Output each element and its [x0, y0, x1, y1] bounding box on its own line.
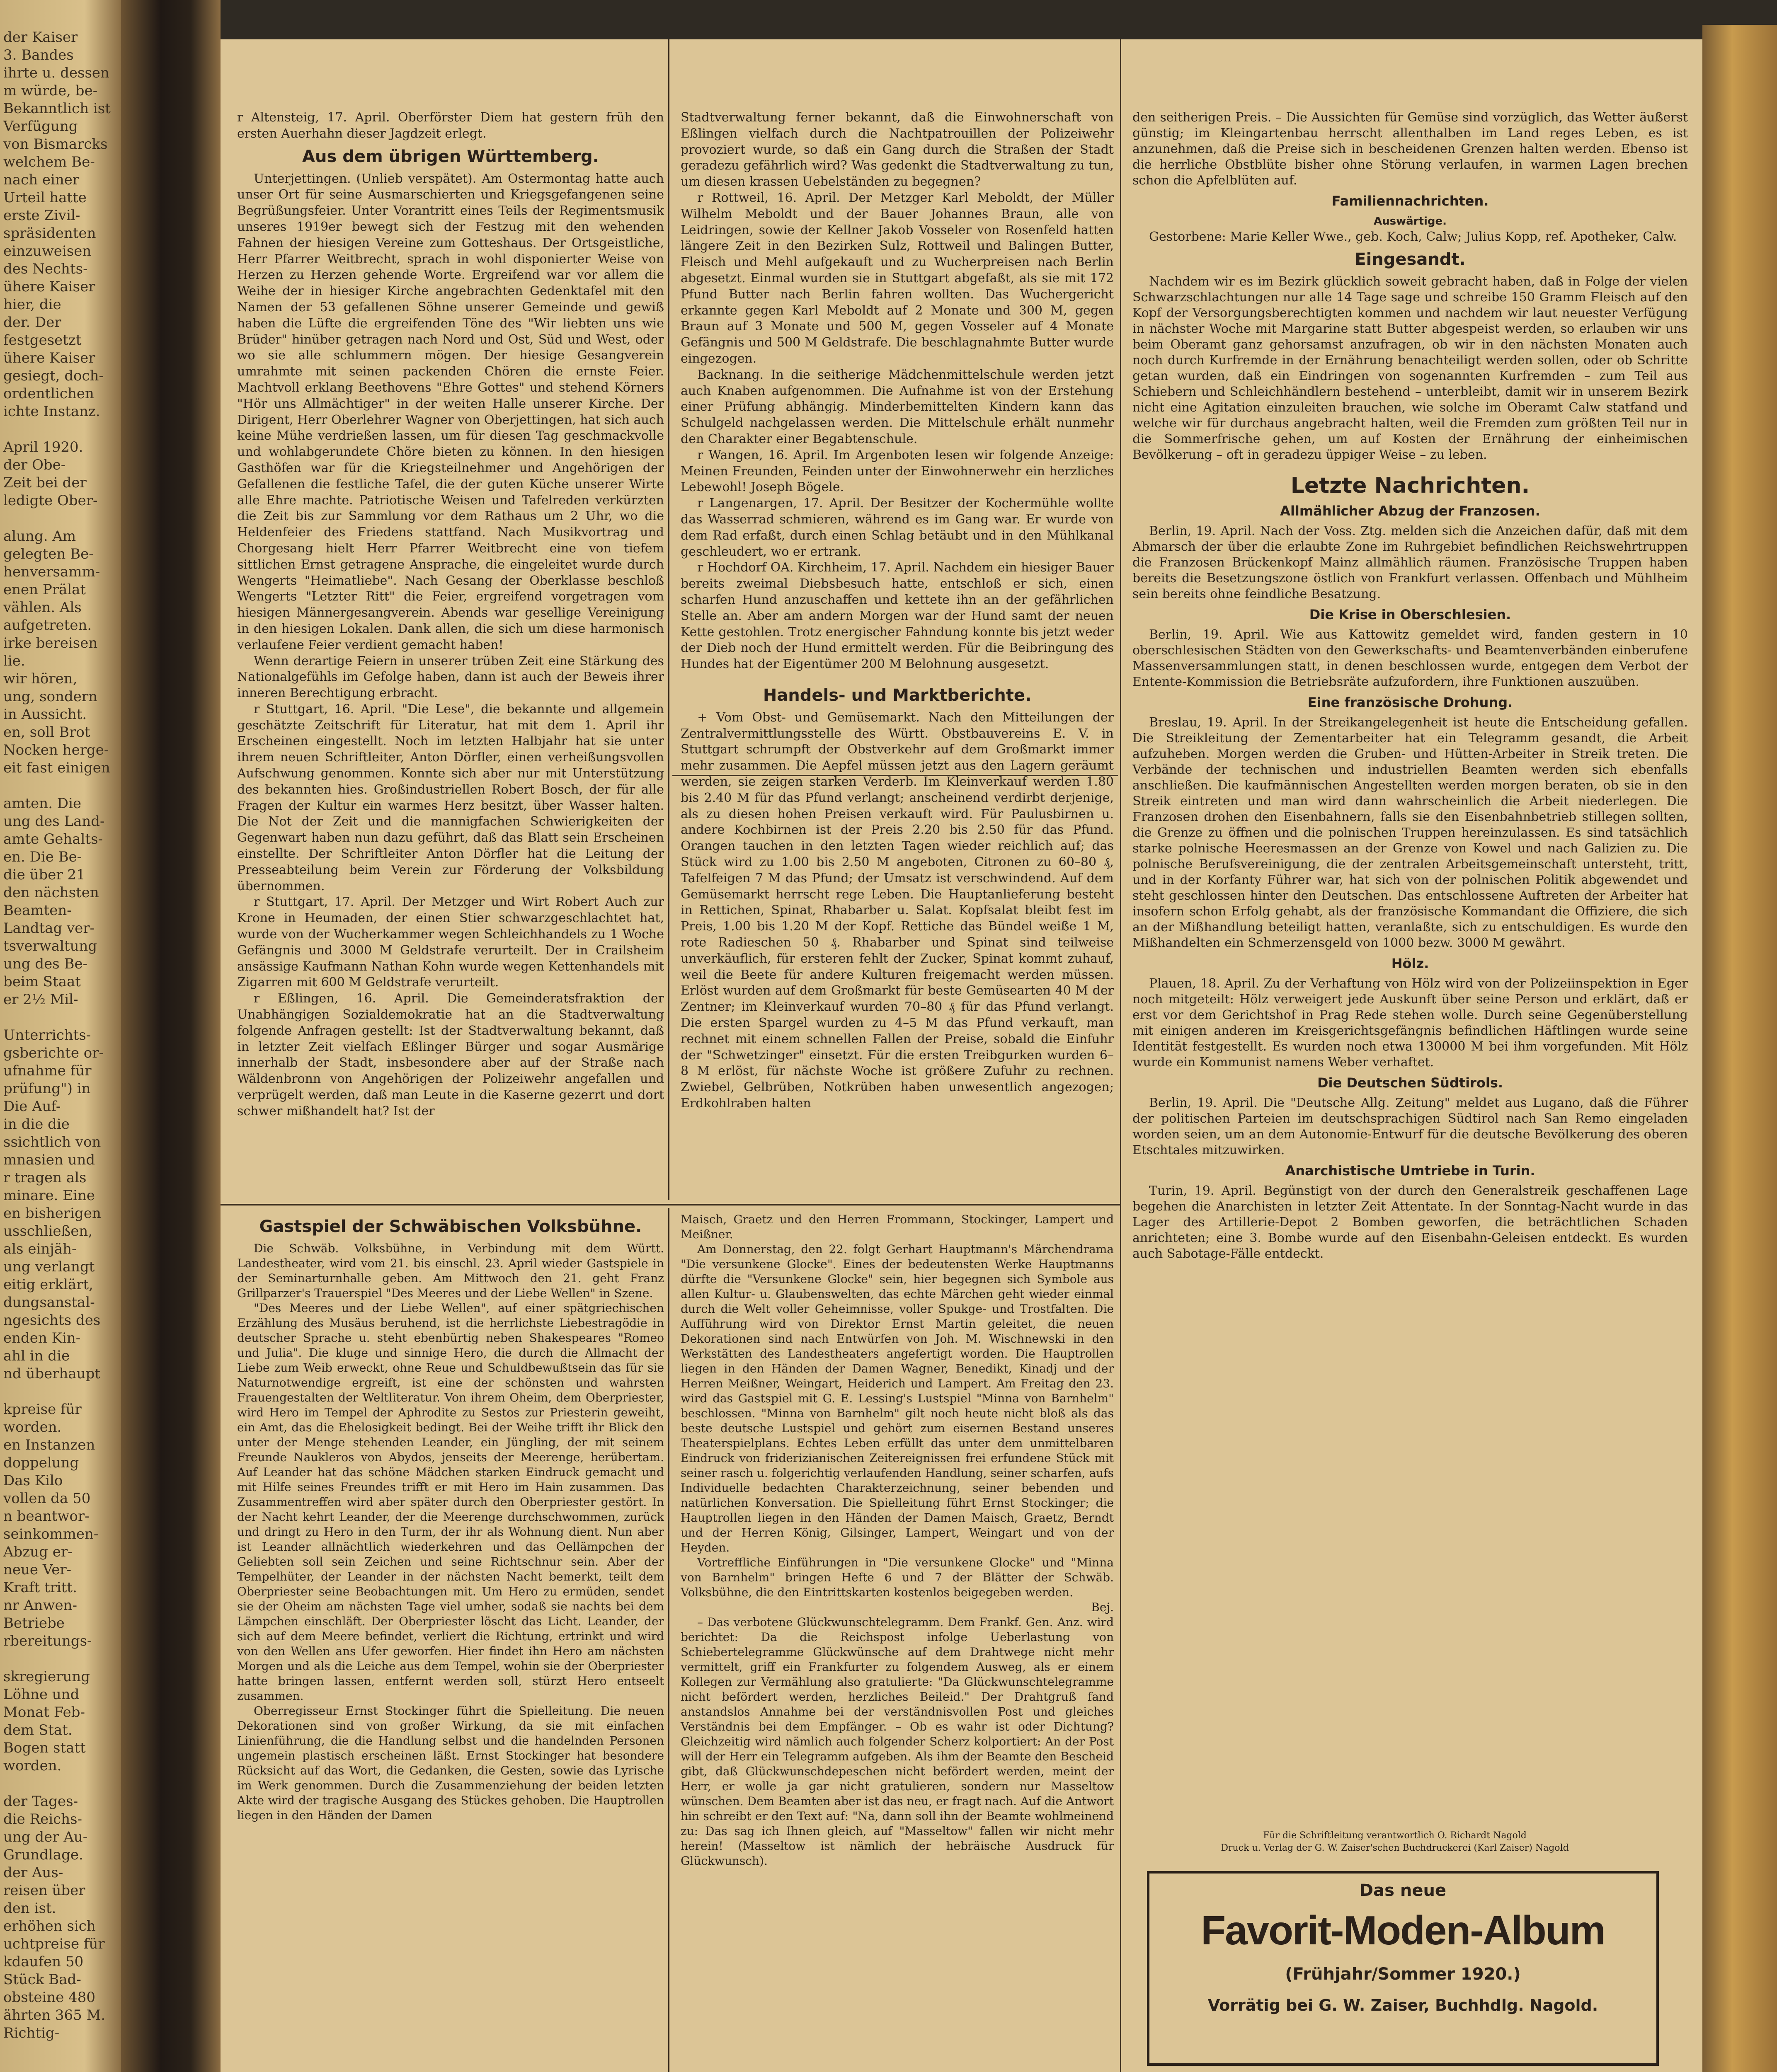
left-page-text-fragment: welchem Be- — [3, 154, 95, 170]
feuilleton-paragraph: Maisch, Graetz und den Herren Frommann, Stockinger, Lampert und Meißner. — [681, 1213, 1114, 1241]
article-altensteig: r Altensteig, 17. April. Oberförster Diem hat gestern früh den ersten Auerhahn dieser Jagdzeit erlegt. — [237, 110, 664, 141]
article-paragraph: r Wangen, 16. April. Im Argenboten lesen wir folgende Anzeige: Meinen Freunden, Feinden unter der Einwohnerwehr ein herzliches Lebewohl! Joseph Bögele. — [681, 448, 1114, 495]
feuilleton-paragraph: – Das verbotene Glückwunschtelegramm. Dem Frankf. Gen. Anz. wird berichtet: Da die Reichspost infolge Ueberlastung von Schiebertelegramme Glückwünsche auf dem Drahtwege nicht mehr vermittelt, griff ein Frankfurter zu folgendem Ausweg, als er einem Kollegen zur Vermählung also gratulierte: "Da Glückwunschtelegramme nicht befördert werden, herzliches Beileid." Der Drahtgruß fand anstandslos Annahme bei der verständnisvollen Post und gleiches Verständnis bei dem Empfänger. – Ob es wahr ist oder Dichtung? Gleichzeitig wird nämlich auch folgender Scherz kolportiert: An der Post will der Herr ein Telegramm aufgeben. Als ihm der Beamte den Bescheid gibt, daß Glückwunschdepeschen nicht befördert werden, meint der Herr, er wolle ja gar nicht gratulieren, sondern nur Masseltow wünschen. Dem Beamten aber ist das neu, er fragt nach. Auf die Antwort hin schreibt er den Text auf: "Na, dann soll ihn der Beamte wohlmeinend zu: Das sag ich Ihnen gleich, auf "Masseltow" fallen wir nicht mehr herein! (Masseltow ist nämlich der hebräische Ausdruck für Glückwunsch). — [681, 1615, 1114, 1868]
column-rule — [668, 1208, 669, 2072]
left-page-text-fragment: en Instanzen — [3, 1437, 95, 1453]
left-page-text-fragment: n beantwor- — [3, 1508, 90, 1525]
feuilleton-left — [237, 1212, 664, 1823]
left-page-text-fragment: ichte Instanz. — [3, 403, 100, 420]
left-page-text-fragment: Bogen statt — [3, 1740, 86, 1756]
left-page-text-fragment: Das Kilo — [3, 1472, 63, 1489]
column-1 — [237, 110, 664, 1120]
article-paragraph: Unterjettingen. (Unlieb verspätet). Am Ostermontag hatte auch unser Ort für seine Ausmarschierten und Kriegsgefangenen seine Begrüßungsfeier. Unter Vorantritt eines Teils der Regimentsmusik unseres 1919er bewegt sich der Festzug mit den wehenden Fahnen der hiesigen Vereine zum Gotteshaus. Der Ortsgeistliche, Herr Pfarrer Weitbrecht, sprach in wohl disponierter Weise von Herzen zu Herzen gehende Worte. Ergreifend war vor allem die Weihe der in hiesiger Kirche angebrachten Gedenktafel mit den Namen der 53 gefallenen Söhne unserer Gemeinde und gewiß haben die Lüfte die ergreifenden Töne des "Wir liebten uns wie Brüder" hinüber getragen nach Nord und Ost, Süd und West, oder wo sie alle schlummern mögen. Der hiesige Gesangverein umrahmte mit seinen packenden Chören die ernste Feier. Machtvoll erklang Beethovens "Ehre Gottes" und stehend Körners "Hör uns Allmächtiger" in der weiten Halle unserer Kirche. Der Dirigent, Herr Oberlehrer Wagner von Oberjettingen, hat sich auch keine Mühe verdrießen lassen, um für diesen Tag geschmackvolle und wohlabgerundete Chöre bieten zu können. In den hiesigen Gasthöfen war für die Kriegsteilnehmer und Angehörigen der Gefallenen die festliche Tafel, die der guten Küche unserer Wirte alle Ehre machte. Patriotische Weisen und Tafelreden verkürzten die Zeit bis zur Sammlung vor dem Rathaus um 2 Uhr, wo die Heldenfeier des Friedens stattfand. Nach Musikvortrag und Chorgesang hielt Herr Pfarrer Weitbrecht eine von tiefem sittlichen Ernst getragene Ansprache, die eingeleitet wurde durch Wengerts "Heimatliebe". Nach Gesang der Oberklasse beschloß Wengerts "Letzter Ritt" die Feier, ergreifend vorgetragen vom hiesigen Männergesangverein. Abends war gesellige Vereinigung in den hiesigen Lokalen. Dank allen, die sich um diese harmonisch verlaufene Feier verdient gemacht haben! — [237, 171, 664, 652]
left-page-text-fragment: worden. — [3, 1757, 62, 1774]
left-page-text-fragment: Nocken herge- — [3, 742, 109, 758]
news-paragraph: Berlin, 19. April. Nach der Voss. Ztg. melden sich die Anzeichen dafür, daß mit dem Abmarsch der über die erlaubte Zone im Ruhrgebiet befindlichen Reichswehrtruppen die Franzosen Brückenkopf Mainz allmählich räumen. Französische Truppen haben bereits die Besetzungszone östlich von Frankfurt verlassen. Offenbach und Mühlheim sein bereits ohne feindliche Besatzung. — [1132, 524, 1688, 601]
news-paragraph: Berlin, 19. April. Wie aus Kattowitz gemeldet wird, fanden gestern in 10 oberschlesischen Städten von den Gewerkschafts- und Beamtenverbänden einberufene Massenversammlungen statt, in denen beschlossen wurde, entgegen dem Verbot der Entente-Kommission die Betriebsräte aufzufordern, ihre Funktionen auszuüben. — [1132, 627, 1688, 689]
article-paragraph: r Hochdorf OA. Kirchheim, 17. April. Nachdem ein hiesiger Bauer bereits zweimal Diebsbesuch hatte, entschloß er sich, einen scharfen Hund anzuschaffen und kettete ihn an der gefährlichen Stelle an. Aber am andern Morgen war der Hund samt der neuen Kette gestohlen. Trotz energischer Fahndung konnte bis jetzt weder der Dieb noch der Hund ermittelt werden. Für die Beibringung des Hundes hat der Eigentümer 200 M Belohnung ausgesetzt. — [681, 560, 1114, 672]
left-page-text-fragment: in Aussicht. — [3, 706, 87, 723]
left-page-text-fragment: vählen. Als — [3, 599, 82, 616]
left-page-text-fragment: ährten 365 M. — [3, 2007, 106, 2024]
news-paragraph: Turin, 19. April. Begünstigt von der durch den Generalstreik geschaffenen Lage begehen die Anarchisten in letzter Zeit Attentate. In der Sonntag-Nacht wurde in das Lager des Artillerie-Depot 2 Bomben geworfen, die beträchtlichen Schaden anrichteten; eine 3. Bombe wurde auf den Eisenbahn-Geleisen entdeckt. Es wurden auch Sabotage-Fälle entdeckt. — [1132, 1184, 1688, 1261]
eingesandt-text: Nachdem wir es im Bezirk glücklich soweit gebracht haben, daß in Folge der vielen Schwarzschlachtungen nur alle 14 Tage sage und schreibe 150 Gramm Fleisch auf den Kopf der Versorgungsberechtigten kommen und nachdem wir laut neuester Verfügung in nächster Woche mit Margarine statt Butter abgespeist werden, so erlauben wir uns beim Oberamt ganz gehorsamst anzufragen, ob wir in den nächsten Monaten auch noch durch Kurfremde in der Ernährung benachteiligt werden sollen, oder ob Schritte getan wurden, daß ein Eindringen von sogenannten Kurfremden – zum Teil aus Schiebern und Schleichhändlern bestehend – unterbleibt, damit wir in unserem Bezirk nicht eine Agitation einzuleiten brauchen, wie solche im Oberamt Calw statfand und welche wir für durchaus angebracht halten, weil die Fremden zum größten Teil nur in die Sommerfrische gehen, um auf Kosten der Ernährung der einheimischen Bevölkerung – oft in geradezu üppiger Weise – zu leben. — [1132, 274, 1688, 462]
left-page-text-fragment: ledigte Ober- — [3, 492, 98, 509]
left-page-text-fragment: gsberichte or- — [3, 1045, 104, 1061]
left-page-text-fragment: amten. Die — [3, 795, 82, 812]
left-page-text-fragment: Stück Bad- — [3, 1971, 81, 1988]
left-page-text-fragment: obsteine 480 — [3, 1989, 96, 2006]
left-page-text-fragment: nach einer — [3, 172, 80, 188]
news-subheading: Eine französische Drohung. — [1307, 695, 1513, 710]
column-3 — [1132, 110, 1688, 1262]
left-page-text-fragment: Landtag ver- — [3, 920, 95, 937]
news-subheading: Die Krise in Oberschlesien. — [1309, 607, 1511, 622]
article-paragraph: r Stuttgart, 16. April. "Die Lese", die bekannte und allgemein geschätzte Zeitschrift für Literatur, hat mit dem 1. April ihr Erscheinen eingestellt. Noch im letzten Halbjahr hat sie unter ihrem neuen Schriftleiter, Anton Dörfler, einen verheißungsvollen Aufschwung genommen. Konnte sich aber nur mit Unterstützung des bekannten hies. Großindustriellen Robert Bosch, der für alle Fragen der Kultur ein warmes Herz besitzt, über Wasser halten. Die Not der Zeit und die mannigfachen Schwierigkeiten der Gegenwart haben nun dazu geführt, daß das Blatt sein Erscheinen einstellte. Der Schriftleiter Anton Dörfler hat die Leitung der Presseabteilung beim Verein zur Förderung der Volksbildung übernommen. — [237, 702, 664, 893]
left-page-text-fragment: eitig erklärt, — [3, 1276, 93, 1293]
left-page-text-fragment: erhöhen sich — [3, 1918, 96, 1934]
left-page-text-fragment: Unterrichts- — [3, 1027, 91, 1043]
left-page-text-fragment: ung des Land- — [3, 813, 105, 830]
left-page-text-fragment: des Nechts- — [3, 261, 88, 277]
newspaper-page — [221, 39, 1702, 2072]
section-heading-markt: Handels- und Marktberichte. — [763, 685, 1032, 705]
article-paragraph: Stadtverwaltung ferner bekannt, daß die Einwohnerschaft von Eßlingen vielfach durch die Nachtpatrouillen der Polizeiwehr provoziert wurde, so daß ein Gang durch die Straßen der Stadt geradezu gefährlich wird? Was gedenkt die Stadtverwaltung zu tun, um diesen krassen Uebelständen zu begegnen? — [681, 110, 1114, 189]
left-page-text-fragment: einzuweisen — [3, 243, 92, 259]
ad-line: Vorrätig bei G. W. Zaiser, Buchhdlg. Nagold. — [1207, 1996, 1598, 2014]
imprint-line: Druck u. Verlag der G. W. Zaiser'schen Buchdruckerei (Karl Zaiser) Nagold — [1221, 1843, 1569, 1853]
left-page-text-fragment: Bekanntlich ist — [3, 100, 111, 117]
left-page-text-fragment: uchtpreise für — [3, 1936, 105, 1952]
left-page-text-fragment: Löhne und — [3, 1686, 80, 1703]
article-paragraph: r Rottweil, 16. April. Der Metzger Karl Meboldt, der Müller Wilhelm Meboldt und der Bauer Johannes Braun, alle von Leidringen, sowie der Kellner Jakob Vosseler von Rosenfeld hatten längere Zeit in den Bezirken Sulz, Rottweil und Balingen Butter, Fleisch und Mehl aufgekauft und zu Wucherpreisen nach Berlin abgesetzt. Einmal wurden sie in Stuttgart abgefaßt, als sie mit 172 Pfund Butter nach Berlin fahren wollten. Das Wuchergericht erkannte gegen Karl Meboldt auf 2 Monate und 300 M, gegen Braun auf 3 Monate und 500 M, gegen Vosseler auf 4 Monate Gefängnis und 500 M Geldstrafe. Die beschlagnahmte Butter wurde eingezogen. — [681, 190, 1114, 366]
family-heading: Familiennachrichten. — [1331, 193, 1489, 209]
feuilleton-right — [681, 1212, 1114, 1869]
left-page-text-fragment: ufnahme für — [3, 1063, 92, 1079]
left-page-text-fragment: eit fast einigen — [3, 760, 110, 776]
left-page-text-fragment: m würde, be- — [3, 82, 98, 99]
left-page-text-fragment: spräsidenten — [3, 225, 96, 242]
left-page-text-fragment: Betriebe — [3, 1615, 65, 1631]
book-binding-edge — [1702, 25, 1777, 2072]
news-paragraph: Plauen, 18. April. Zu der Verhaftung von Hölz wird von der Polizeiinspektion in Eger noch mitgeteilt: Hölz verweigert jede Auskunft über seine Person und erklärt, daß er erst vor dem Gerichtshof in Prag Rede stehen wolle. Durch seine Gegenüberstellung mit einigen anderen im Kreisgerichtsgefängnis befindlichen Häftlingen wurde seine Identität festgestellt. Es wurden noch etwa 130000 M bei ihm vorgefunden. Mit Hölz wurde ein Kommunist namens Weber verhaftet. — [1132, 976, 1688, 1070]
left-page-text-fragment: Abzug er- — [3, 1544, 73, 1560]
left-page-text-fragment: henversamm- — [3, 564, 100, 580]
left-page-text-fragment: irke bereisen — [3, 635, 98, 651]
article-paragraph: Wenn derartige Feiern in unserer trüben Zeit eine Stärkung des Nationalgefühls im Gefolge haben, dann ist auch der Beweis ihrer inneren Berechtigung erbracht. — [237, 654, 664, 701]
left-page-text-fragment: tsverwaltung — [3, 938, 97, 954]
ad-line: Das neue — [1359, 1881, 1447, 1900]
left-page-text-fragment: skregierung — [3, 1668, 90, 1685]
left-page-text-fragment: ung, sondern — [3, 688, 98, 705]
left-page-text-fragment: Die Auf- — [3, 1098, 61, 1115]
left-page-text-fragment: den nächsten — [3, 884, 99, 901]
left-page-text-fragment: ung der Au- — [3, 1829, 88, 1845]
left-page-text-fragment: alung. Am — [3, 528, 76, 545]
left-page-text-fragment: r tragen als — [3, 1169, 87, 1186]
left-page-text-fragment: hier, die — [3, 296, 61, 313]
column-2 — [681, 110, 1114, 1112]
news-subheading: Anarchistische Umtriebe in Turin. — [1285, 1163, 1535, 1179]
left-page-text-fragment: nr Anwen- — [3, 1597, 78, 1614]
left-page-text-fragment: die über 21 — [3, 867, 85, 883]
column-rule — [1120, 39, 1121, 2072]
feuilleton-paragraph: Vortreffliche Einführungen in "Die versunkene Glocke" und "Minna von Barnhelm" bringen Hefte 6 und 7 der Blätter der Schwäb. Volksbühne, die den Eintrittskarten kostenlos beigegeben werden. — [681, 1556, 1114, 1599]
left-page-text-fragment: ihrte u. dessen — [3, 65, 109, 81]
article-paragraph: r Langenargen, 17. April. Der Besitzer der Kochermühle wollte das Wasserrad schmieren, während es im Gang war. Er wurde von dem Rad erfaßt, durch einen Schlag betäubt und in den Mühlkanal geschleudert, wo er ertrank. — [681, 496, 1114, 559]
left-page-text-fragment: minare. Eine — [3, 1187, 95, 1204]
left-page-text-fragment: Urteil hatte — [3, 189, 87, 206]
article-paragraph: Backnang. In die seitherige Mädchenmittelschule werden jetzt auch Knaben aufgenommen. Die Aufnahme ist von der Erstehung einer Prüfung abhängig. Minderbemittelten Kindern kann das Schulgeld nachgelassen werden. Die Mittelschule erhält nunmehr den Charakter einer Begabtenschule. — [681, 367, 1114, 446]
left-page-text-fragment: in die die — [3, 1116, 70, 1133]
left-page-text-fragment: ühere Kaiser — [3, 278, 95, 295]
left-page-text-fragment: reisen über — [3, 1882, 85, 1899]
left-page-text-fragment: den ist. — [3, 1900, 56, 1917]
left-page-text-fragment: vollen da 50 — [3, 1490, 91, 1507]
left-page-text-fragment: er 2½ Mil- — [3, 991, 78, 1008]
latest-news-heading: Letzte Nachrichten. — [1290, 473, 1530, 498]
family-subheading: Auswärtige. — [1374, 215, 1447, 228]
left-page-text-fragment: ahl in die — [3, 1348, 70, 1364]
left-page-text-fragment: Beamten- — [3, 902, 72, 919]
left-page-text-fragment: neue Ver- — [3, 1561, 72, 1578]
left-page-text-fragment: kpreise für — [3, 1401, 82, 1418]
feuilleton-signature: Bej. — [1091, 1600, 1114, 1614]
news-paragraph: Berlin, 19. April. Die "Deutsche Allg. Zeitung" meldet aus Lugano, daß die Führer der politischen Parteien im deutschsprachigen Südtirol nach San Remo eingeladen worden seien, um an dem Autonomie-Entwurf für die deutsche Bevölkerung des oberen Etschtales mitzuwirken. — [1132, 1096, 1688, 1157]
left-page-text-fragment: gesiegt, doch- — [3, 368, 104, 384]
left-page-text-fragment: dem Stat. — [3, 1722, 73, 1738]
left-page-text-fragment: usschließen, — [3, 1223, 93, 1239]
article-paragraph: den seitherigen Preis. – Die Aussichten für Gemüse sind vorzüglich, das Wetter äußerst günstig; im Kleingartenbau herrscht allenthalben im Land reges Leben, es ist anzunehmen, daß die Preise sich in bescheidenen Grenzen halten werden. Ebenso ist die herrliche Obstblüte bisher ohne Störung verlaufen, in warmen Lagen brechen schon die Apfelblüten auf. — [1132, 110, 1688, 188]
eingesandt-heading: Eingesandt. — [1355, 250, 1466, 269]
left-page-text-fragment: prüfung") in — [3, 1080, 91, 1097]
left-page-text-fragment: enden Kin- — [3, 1330, 81, 1346]
left-page-text-fragment: gelegten Be- — [3, 546, 94, 562]
left-page-text-fragment: der Obe- — [3, 457, 66, 473]
feuilleton-paragraph: "Des Meeres und der Liebe Wellen", auf einer spätgriechischen Erzählung des Musäus beruhend, ist die herrlichste Liebestragödie in deutscher Sprache u. steht ebenbürtig neben Shakespeares "Romeo und Julia". Die kluge und sinnige Hero, die durch die Allmacht der Liebe zum Weib erweckt, ohne Reue und Schuldbewußtsein das für sie Naturnotwendige ergreift, ist eine der schönsten und wahrsten Frauengestalten der Weltliteratur. Von ihrem Oheim, dem Oberpriester, wird Hero im Tempel der Aphrodite zu Sestos zur Priesterin geweiht, ein Amt, das die Ehelosigkeit bedingt. Bei der Weihe trifft ihr Blick den unter der Menge stehenden Leander, ein Jüngling, der mit seinem Freunde Naukleros von Abydos, jenseits der Meerenge, herübertam. Auf Leander hat das schöne Mädchen starken Eindruck gemacht und mit Hilfe seines Freundes trifft er mit Hero im Hain zusammen. Das Zusammentreffen wird aber später durch den Oberpriester gestört. In der Nacht kehrt Leander, der die Meerenge durchschwommen, zurück und dringt zu Hero in den Turm, der ihr als Wohnung dient. Nun aber ist Leander allnächtlich wiederkehren und das Oellämpchen der Geliebten soll sein Zeichen und seine Richtschnur sein. Aber der Tempelhüter, der Leander in der nächsten Nacht bemerkt, teilt dem Oberpriester seine Beobachtungen mit. Um Hero zu ermüden, sendet sie der Oheim am nächsten Tage viel umher, sodaß sie nachts bei dem Lämpchen einschläft. Der Oberpriester löscht das Licht. Leander, der sich auf dem Meere befindet, verliert die Richtung, ertrinkt und wird von den Wellen ans Ufer geworfen. Hier findet ihn Hero am nächsten Morgen und als die Leiche aus dem Tempel, wohin sie der Oberpriester hatte bringen lassen, entfernt werden soll, stürzt Hero entseelt zusammen. — [237, 1301, 664, 1703]
left-page-text-fragment: ühere Kaiser — [3, 350, 95, 366]
left-page-text-fragment: ordentlichen — [3, 385, 94, 402]
left-page-text-fragment: en bisherigen — [3, 1205, 101, 1222]
news-subheading: Allmählicher Abzug der Franzosen. — [1280, 503, 1540, 519]
left-page-text-fragment: Monat Feb- — [3, 1704, 85, 1721]
left-page-text-fragment: die Reichs- — [3, 1811, 82, 1828]
binding-top — [124, 0, 1777, 39]
left-page-text-fragment: ung verlangt — [3, 1259, 95, 1275]
left-page-text-fragment: als einjäh- — [3, 1241, 77, 1257]
left-page-text-fragment: wir hören, — [3, 670, 78, 687]
article-market: + Vom Obst- und Gemüsemarkt. Nach den Mitteilungen der Zentralvermittlungsstelle des Württ. Obstbauvereins E. V. in Stuttgart schrumpft der Obstverkehr auf dem Großmarkt immer mehr zusammen. Die Aepfel müssen jetzt aus den Lagern geräumt werden, sie zeigen starken Verderb. Im Kleinverkauf werden 1.80 bis 2.40 M für das Pfund verlangt; anscheinend verdirbt derjenige, als zu diesen hohen Preisen verkauft wird. Für Paulusbirnen u. andere Kochbirnen ist der Preis 2.20 bis 2.50 für das Pfund. Orangen tauchen in den letzten Tagen wieder reichlich auf; das Stück wird zu 1.00 bis 2.50 M angeboten, Citronen zu 60–80 ₰, Tafelfeigen 7 M das Pfund; der Umsatz ist verschwindend. Auf dem Gemüsemarkt herrscht rege Leben. Die Hauptanlieferung besteht in Rettichen, Spinat, Rhabarber u. Salat. Kopfsalat bleibt fest im Preis, 1.00 bis 1.20 M der Kopf. Rettiche das Bündel weiße 1 M, rote Radieschen 50 ₰. Rhabarber und Spinat sind teilweise unverkäuflich, für ersteren fehlt der Zucker, Spinat kommt zuhauf, weil die Beete für andere Kulturen freigemacht werden müssen. Erlöst wurden auf dem Großmarkt für beste Gemüsearten 40 M der Zentner; im Kleinverkauf wurden 70–80 ₰ für das Pfund verlangt. Die ersten Spargel wurden zu 4–5 M das Pfund verkauft, man rechnet mit einem schnellen Fallen der Preise, sobald die Einfuhr der "Schwetzinger" einsetzt. Für die ersten Treibgurken wurden 6–8 M erlöst, für nächste Woche ist größere Zufuhr zu rechnen. Zwiebel, Gelbrüben, Notkrüben haben unwesentlich angezogen; Erdkohlraben halten — [681, 710, 1114, 1111]
left-page-text-fragment: enen Prälat — [3, 581, 86, 598]
feuilleton-paragraph: Oberregisseur Ernst Stockinger führt die Spielleitung. Die neuen Dekorationen sind von großer Wirkung, da sie mit einfachen Linienführung, die die Handlung selbst und die handelnden Personen ungemein plastisch erscheinen läßt. Ernst Stockinger hat besondere Rücksicht auf das Wort, die Gedanken, die Gesten, sowie das Lyrische im Werk genommen. Durch die Zusammenziehung der beiden letzten Akte wird der tragische Ausgang des Stückes gehoben. Die Hauptrollen liegen in den Händen der Damen — [237, 1704, 664, 1822]
column-rule — [668, 39, 669, 1200]
left-page-text-fragment: amte Gehalts- — [3, 831, 103, 847]
ad-title: Favorit-Moden-Album — [1201, 1907, 1605, 1953]
imprint — [1119, 1830, 1670, 1854]
left-page-text-fragment: ung des Be- — [3, 956, 88, 972]
left-page-text-fragment: erste Zivil- — [3, 207, 80, 224]
left-page-text-fragment: der Aus- — [3, 1864, 63, 1881]
left-page-text-fragment: en. Die Be- — [3, 849, 82, 865]
left-page-text-fragment: aufgetreten. — [3, 617, 92, 634]
left-page-text-fragment: der Tages- — [3, 1793, 78, 1810]
left-page-text-fragment: von Bismarcks — [3, 136, 108, 152]
left-page-text-fragment: mnasien und — [3, 1152, 95, 1168]
article-paragraph: r Eßlingen, 16. April. Die Gemeinderatsfraktion der Unabhängigen Sozialdemokratie hat an die Stadtverwaltung folgende Anfragen gestellt: Ist der Stadtverwaltung bekannt, daß in letzter Zeit vielfach Eßlinger Bürger und sogar Ausmärige innerhalb der Stadt, insbesondere aber auf der Straße nach Wäldenbronn von Angehörigen der Polizeiwehr angefallen und verprügelt werden, daß man Leute in die Kaserne gezerrt und dort schwer mißhandelt hat? Ist der — [237, 991, 664, 1118]
left-page-text-fragment: seinkommen- — [3, 1526, 99, 1542]
feuilleton-heading: Gastspiel der Schwäbischen Volksbühne. — [259, 1217, 642, 1236]
left-page-text-fragment: nd überhaupt — [3, 1365, 100, 1382]
news-subheading: Die Deutschen Südtirols. — [1317, 1075, 1503, 1091]
left-page-text-fragment: ngesichts des — [3, 1312, 101, 1329]
ad-line: (Frühjahr/Sommer 1920.) — [1285, 1965, 1521, 1984]
feuilleton-paragraph: Die Schwäb. Volksbühne, in Verbindung mit dem Württ. Landestheater, wird vom 21. bis einschl. 23. April wieder Gastspiele in der Seminarturnhalle geben. Am Mittwoch den 21. geht Franz Grillparzer's Trauerspiel "Des Meeres und der Liebe Wellen" in Szene. — [237, 1242, 664, 1300]
left-page-text-fragment: 3. Bandes — [3, 47, 74, 63]
left-page-text-fragment: Zeit bei der — [3, 474, 87, 491]
advertisement-box — [1147, 1871, 1659, 2066]
left-page-text-fragment: doppelung — [3, 1455, 79, 1471]
left-page-text-fragment: festgesetzt — [3, 332, 82, 349]
left-page-text-fragment: April 1920. — [3, 439, 83, 455]
left-page-text-fragment: der Kaiser — [3, 29, 78, 46]
left-page-text-fragment: kdaufen 50 — [3, 1953, 84, 1970]
left-page-text-fragment: rbereitungs- — [3, 1633, 92, 1649]
book-gutter — [121, 0, 221, 2072]
left-page-text-fragment: worden. — [3, 1419, 62, 1435]
left-page-text-fragment: der. Der — [3, 314, 61, 331]
imprint-line: Für die Schriftleitung verantwortlich O. Richardt Nagold — [1263, 1830, 1527, 1841]
left-page-text-fragment: Kraft tritt. — [3, 1579, 77, 1596]
section-heading-wuerttemberg: Aus dem übrigen Württemberg. — [302, 147, 599, 166]
left-page-text-fragment: dungsanstal- — [3, 1294, 95, 1311]
feuilleton-paragraph: Am Donnerstag, den 22. folgt Gerhart Hauptmann's Märchendrama "Die versunkene Glocke". Eines der bedeutensten Werke Hauptmanns dürfte die "Versunkene Glocke" sein, hier begegnen sich Symbole aus allen Kultur- u. Glaubenswelten, das echte Märchen geht wieder einmal durch die Welt voller Geheimnisse, voller Spukge- und Trostfalten. Die Aufführung wird von Direktor Ernst Martin geleitet, die neuen Dekorationen sind nach Entwürfen von Joh. M. Wischnewski in den Werkstätten des Landestheaters angefertigt worden. Die Hauptrollen liegen in den Händen der Damen Wagner, Benedikt, Kinadj und der Herren Meißner, Weingart, Heiderich und Lampert. Am Freitag den 23. wird das Gastspiel mit G. E. Lessing's Lustspiel "Minna von Barnhelm" beschlossen. "Minna von Barnhelm" gilt noch heute nicht bloß als das beste deutsche Lustspiel und gehört zum eisernen Bestand unseres Theaterspielplans. Echtes Leben erfüllt das unter dem unmittelbaren Eindruck von friderizianischen Zeitereignissen frei erfundene Stück mit seiner rasch u. folgerichtig verlaufenden Handlung, seiner scharfen, aufs Individuelle bedachten Charakterzeichnung, seiner bebenden und natürlichen Konversation. Die Spielleitung führt Ernst Stockinger; die Hauptrollen liegen in den Händen der Damen Maisch, Graetz, Berndt und der Herren König, Gilsinger, Lampert, Weingart und von der Heyden. — [681, 1242, 1114, 1554]
news-subheading: Hölz. — [1391, 956, 1429, 971]
left-page-text-fragment: lie. — [3, 653, 25, 669]
news-paragraph: Breslau, 19. April. In der Streikangelegenheit ist heute die Entscheidung gefallen. Die Streikleitung der Zementarbeiter hat ein Telegramm gesandt, die Arbeit aufzuheben. Morgen werden die Gruben- und Hütten-Arbeiter in Streik treten. Die Verbände der technischen und industriellen Beamten werden sich ebenfalls anschließen. Die kaufmännischen Angestellten werden morgen beraten, ob sie in den Streik eintreten und man wird dann wahrscheinlich die Arbeit niederlegen. Die Franzosen drohen den Eisenbahnern, falls sie den Eisenbahnbetrieb stillegen sollten, die Grenze zu öffnen und die polnischen Truppen hereinzulassen. Es sind tatsächlich starke polnische Heeresmassen an der Grenze von Kowel und nach Galizien zu. Die polnische Berufsvereinigung, die der zentralen Arbeitsgemeinschaft untersteht, tritt, und in der Korfanty Führer war, hat sich von der polnischen Politik abgewendet und steht geschlossen hinter den Deutschen. Das entschlossene Auftreten der Arbeiter hat insofern schon Erfolg gehabt, als der französische Kommandant die Offiziere, die sich an der Mißhandlung beteiligt hatten, veranlaßte, sich zu entschuldigen. Es wurde den Mißhandelten ein Schmerzensgeld von 1000 bezw. 3000 M gewährt. — [1132, 715, 1688, 950]
article-paragraph: r Stuttgart, 17. April. Der Metzger und Wirt Robert Auch zur Krone in Heumaden, der einen Stier schwarzgeschlachtet hat, wurde von der Wucherkammer wegen Schleichhandels zu 1 Woche Gefängnis und 3000 M Geldstrafe verurteilt. Der in Crailsheim ansässige Kaufmann Nathan Kohn wurde wegen Kettenhandels mit Zigarren mit 600 M Geldstrafe verurteilt. — [237, 895, 664, 990]
left-page-text-fragment: Grundlage. — [3, 1847, 83, 1863]
family-text: Gestorbene: Marie Keller Wwe., geb. Koch, Calw; Julius Kopp, ref. Apotheker, Calw. — [1149, 230, 1677, 244]
left-page-edge — [0, 0, 121, 2072]
left-page-text-fragment: Verfügung — [3, 118, 78, 135]
left-page-text-fragment: en, soll Brot — [3, 724, 90, 741]
left-page-text-fragment: beim Staat — [3, 973, 81, 990]
feuilleton-rule — [221, 1204, 1120, 1205]
left-page-text-fragment: ssichtlich von — [3, 1134, 101, 1150]
left-page-text-fragment: Richtig- — [3, 2025, 60, 2041]
